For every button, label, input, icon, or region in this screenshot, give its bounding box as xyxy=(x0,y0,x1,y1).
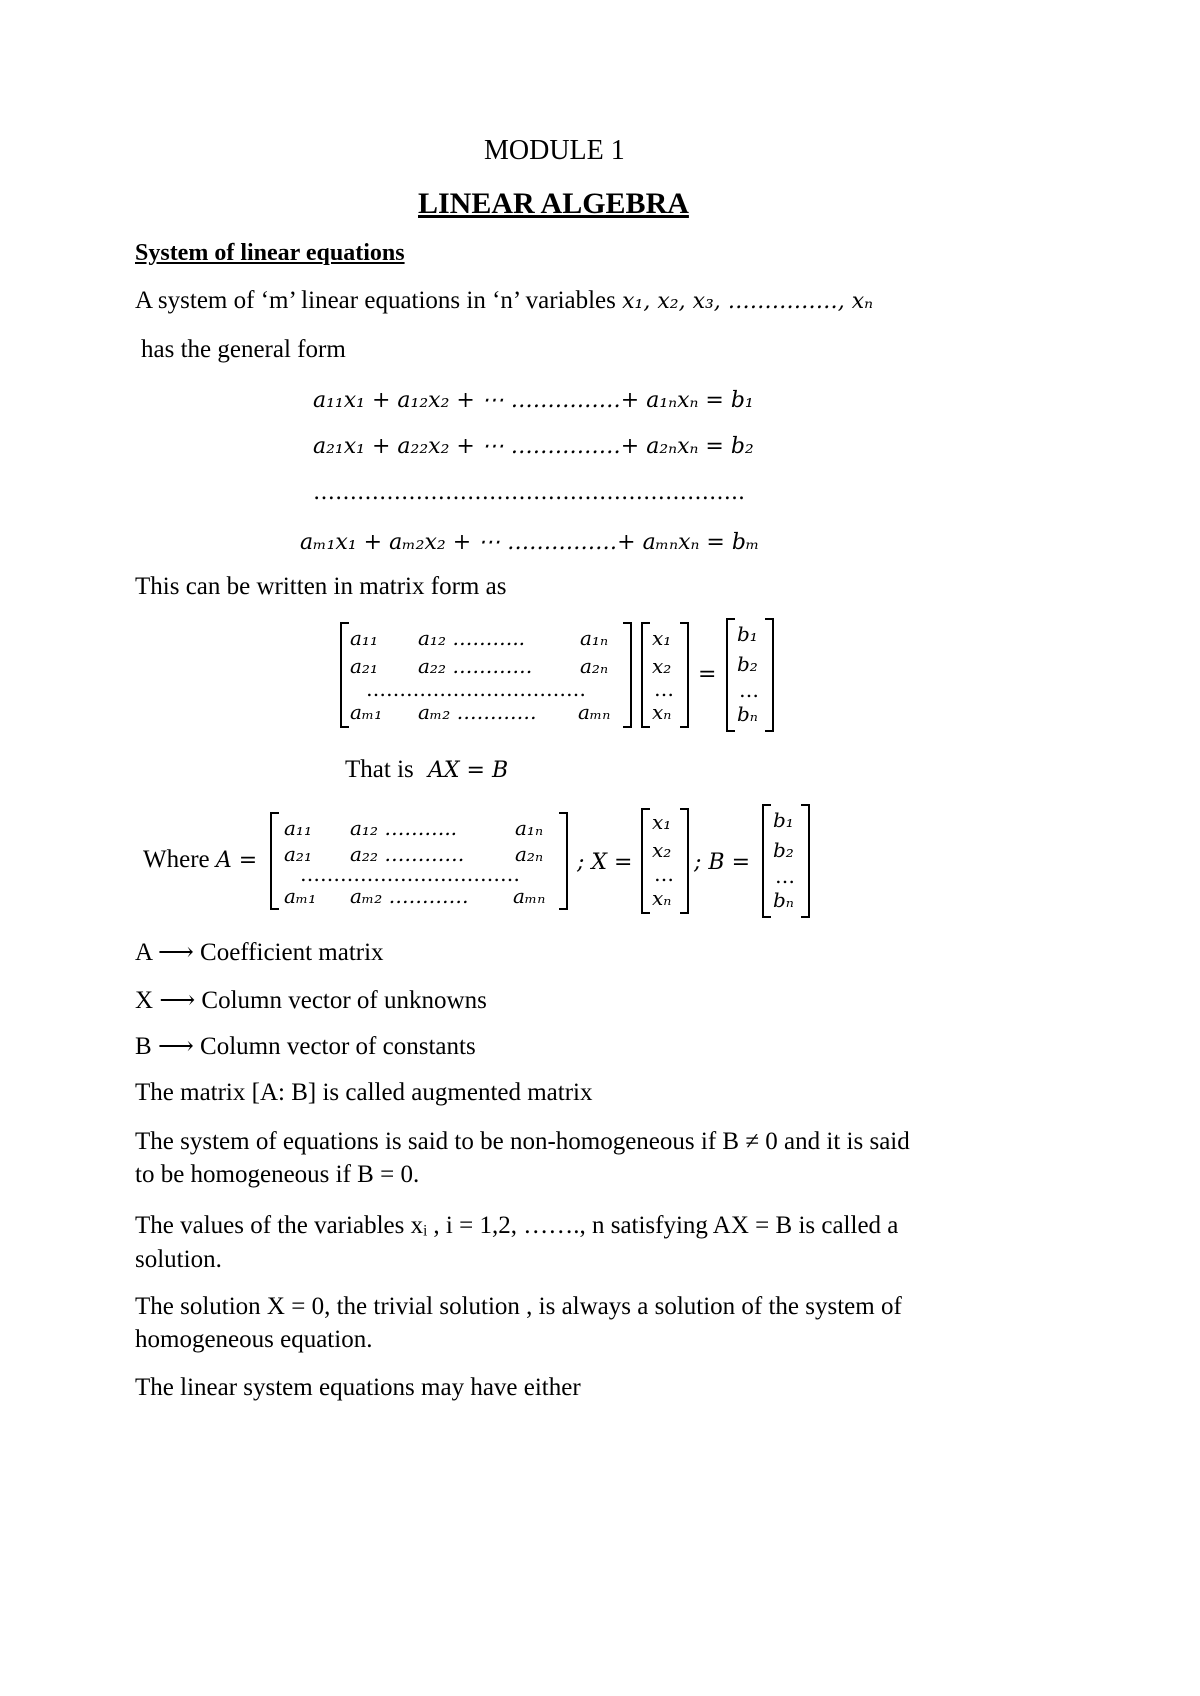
arrow-icon: ⟶ xyxy=(157,1033,194,1060)
def-text: Column vector of constants xyxy=(200,1033,476,1060)
cell-b-dots: … xyxy=(775,864,795,888)
solution-line-1: The values of the variables xᵢ , i = 1,2, ……., n satisfying AX = B is called a xyxy=(135,1212,899,1239)
equation-m: aₘ₁x₁ + aₘ₂x₂ + ⋯ ……………+ aₘₙxₙ = bₘ xyxy=(300,530,760,555)
cell-b2: b₂ xyxy=(737,652,758,676)
cell-a12: a₁₂ ……….. xyxy=(418,626,526,650)
cell-b-dots: … xyxy=(739,678,759,702)
cell-bn: bₙ xyxy=(773,888,794,912)
def-symbol: A xyxy=(135,939,152,966)
cell-b2: b₂ xyxy=(773,838,794,862)
cell-am1: aₘ₁ xyxy=(350,700,383,724)
cell-row-ellipsis: …………………………… xyxy=(366,677,586,701)
matrix-a-first xyxy=(340,622,632,728)
homogeneous-line-2: to be homogeneous if B = 0. xyxy=(135,1161,420,1188)
cell-b1: b₁ xyxy=(737,622,758,646)
equals-sign: = xyxy=(698,662,717,687)
cell-a2n: a₂ₙ xyxy=(580,654,609,678)
homogeneous-line-1: The system of equations is said to be non-homogeneous if B ≠ 0 and it is said xyxy=(135,1128,910,1155)
cell-am2: aₘ₂ ………… xyxy=(350,884,469,908)
module-number: MODULE 1 xyxy=(484,135,625,166)
either-text: The linear system equations may have either xyxy=(135,1374,581,1401)
augmented-matrix-text: The matrix [A: B] is called augmented matrix xyxy=(135,1079,593,1106)
cell-x1: x₁ xyxy=(652,810,672,834)
page-title: LINEAR ALGEBRA xyxy=(418,187,689,220)
cell-a2n: a₂ₙ xyxy=(515,842,544,866)
cell-amn: aₘₙ xyxy=(513,884,546,908)
definition-unknowns xyxy=(135,985,487,1015)
equation-1: a₁₁x₁ + a₁₂x₂ + ⋯ ……………+ a₁ₙxₙ = b₁ xyxy=(313,388,754,413)
cell-x1: x₁ xyxy=(652,626,672,650)
where-label: Where xyxy=(143,846,210,873)
where-a-eq: A = xyxy=(215,848,258,873)
equation-2: a₂₁x₁ + a₂₂x₂ + ⋯ ……………+ a₂ₙxₙ = b₂ xyxy=(313,434,754,459)
that-is-line xyxy=(345,756,508,784)
arrow-icon: ⟶ xyxy=(157,939,194,966)
def-symbol: B xyxy=(135,1033,152,1060)
equation-ellipsis: ………………………………………………….. xyxy=(313,480,745,505)
trivial-line-2: homogeneous equation. xyxy=(135,1326,373,1353)
def-text: Column vector of unknowns xyxy=(201,987,487,1014)
cell-a1n: a₁ₙ xyxy=(580,626,609,650)
where-b-eq: ; B = xyxy=(694,850,750,875)
cell-a21: a₂₁ xyxy=(350,654,378,678)
vector-b-first xyxy=(726,618,774,732)
trivial-line-1: The solution X = 0, the trivial solution , is always a solution of the system of xyxy=(135,1293,902,1320)
intro-text: A system of ‘m’ linear equations in ‘n’ variables xyxy=(135,287,616,314)
matrix-a-second xyxy=(270,812,568,910)
matrix-form-text: This can be written in matrix form as xyxy=(135,573,507,600)
cell-a21: a₂₁ xyxy=(284,842,312,866)
solution-line-2: solution. xyxy=(135,1246,222,1273)
that-is-expr: AX = B xyxy=(428,758,509,783)
cell-a11: a₁₁ xyxy=(284,816,312,840)
cell-x-dots: … xyxy=(654,677,674,701)
intro-line-1 xyxy=(135,287,873,315)
that-is-label: That is xyxy=(345,756,414,783)
cell-b1: b₁ xyxy=(773,808,794,832)
cell-row-ellipsis: …………………………… xyxy=(300,862,520,886)
cell-x2: x₂ xyxy=(652,654,672,678)
cell-a1n: a₁ₙ xyxy=(515,816,544,840)
cell-bn: bₙ xyxy=(737,702,758,726)
arrow-icon: ⟶ xyxy=(159,987,196,1014)
section-heading: System of linear equations xyxy=(135,240,405,266)
vector-b-second xyxy=(762,804,810,918)
vector-x-first xyxy=(641,622,689,728)
cell-a22: a₂₂ ………… xyxy=(418,654,533,678)
cell-a22: a₂₂ ………… xyxy=(350,842,465,866)
cell-a11: a₁₁ xyxy=(350,626,378,650)
intro-line-2: has the general form xyxy=(141,336,346,363)
cell-am1: aₘ₁ xyxy=(284,884,317,908)
def-text: Coefficient matrix xyxy=(200,939,384,966)
cell-xn: xₙ xyxy=(652,886,672,910)
cell-xn: xₙ xyxy=(652,700,672,724)
vector-x-second xyxy=(641,808,689,914)
cell-am2: aₘ₂ ………… xyxy=(418,700,537,724)
definition-coefficient xyxy=(135,937,384,967)
where-x-eq: ; X = xyxy=(577,850,633,875)
cell-amn: aₘₙ xyxy=(578,700,611,724)
intro-variables: x₁, x₂, x₃, ……………, xₙ xyxy=(622,289,874,314)
cell-x2: x₂ xyxy=(652,838,672,862)
def-symbol: X xyxy=(135,987,154,1014)
cell-x-dots: … xyxy=(654,862,674,886)
where-line xyxy=(143,846,257,874)
cell-a12: a₁₂ ……….. xyxy=(350,816,458,840)
definition-constants xyxy=(135,1031,476,1061)
